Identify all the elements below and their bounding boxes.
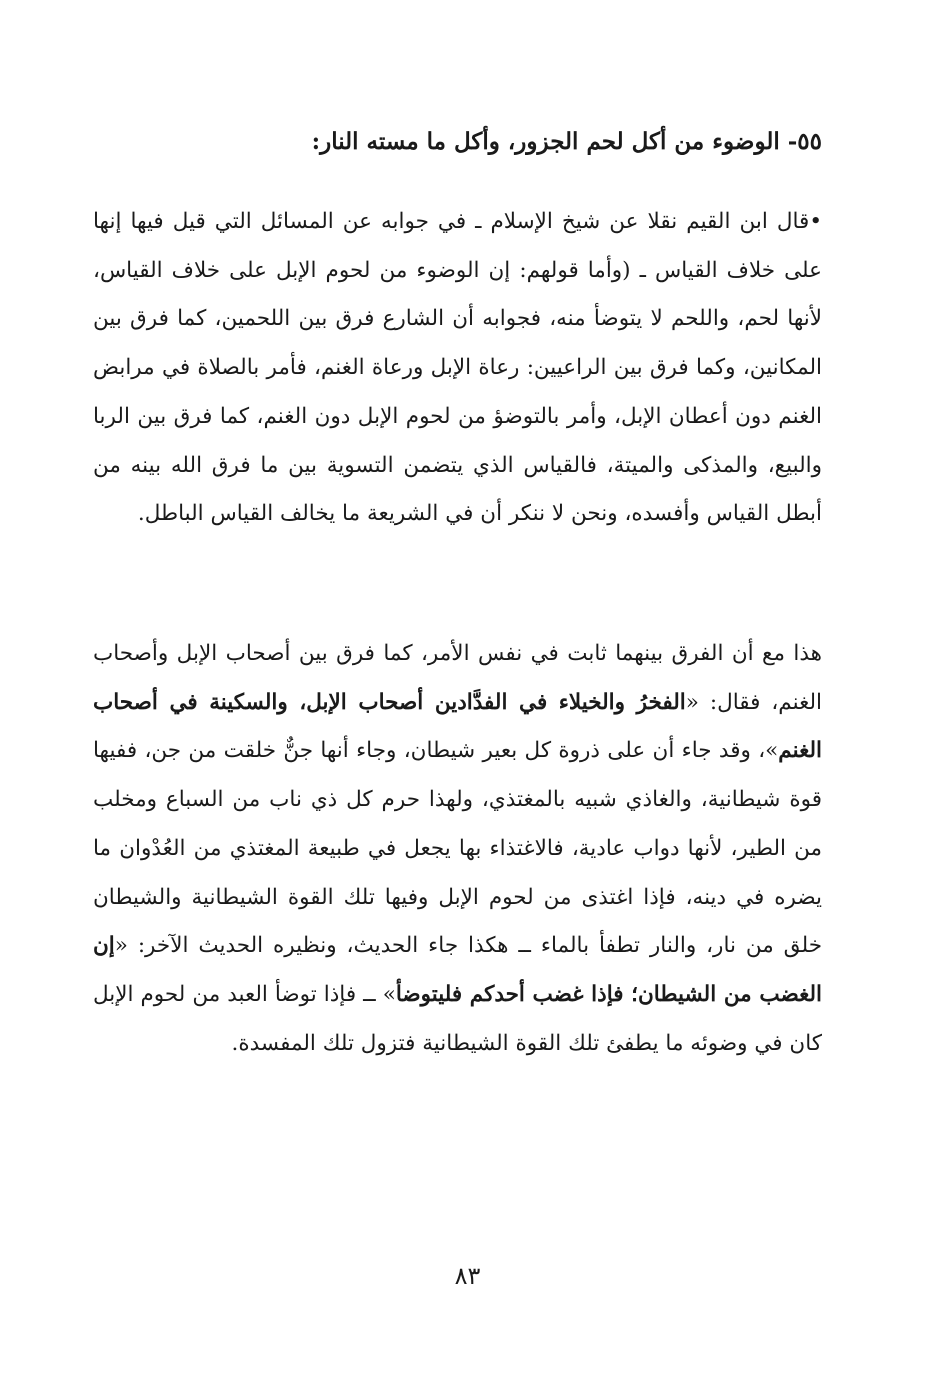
hadith-quote-pride-camels: الفخرُ والخيلاء في الفدَّادين أصحاب الإبل، والسكينة في أصحاب الغنم xyxy=(93,689,822,764)
bullet-icon: • xyxy=(809,209,822,234)
paragraph-difference-explanation xyxy=(93,630,822,1068)
page-number: ٨٣ xyxy=(454,1262,481,1290)
section-heading: ٥٥- الوضوء من أكل لحم الجزور، وأكل ما مسته النار: xyxy=(311,128,822,155)
paragraph-2-part-3: » ــ فإذا توضأ العبد من لحوم الإبل كان في وضوئه ما يطفئ تلك القوة الشيطانية فتزول تلك المفسدة. xyxy=(93,981,822,1056)
hadith-quote-anger-satan: إن الغضب من الشيطان؛ فإذا غضب أحدكم فليتوضأ xyxy=(93,933,822,1007)
paragraph-ibn-qayyim-quote xyxy=(93,198,822,539)
paragraph-2-part-2: »، وقد جاء أن على ذروة كل بعير شيطان، وجاء أنها جنٌّ خلقت من جن، ففيها قوة شيطانية، والغاذي شبيه بالمغتذي، ولهذا حرم كل ذي ناب من السباع ومخلب من الطير، لأنها دواب عادية، فالاغتذاء بها يجعل في طبيعة المغتذي من العُدْوان ما يضره في دينه، فإذا اغتذى من لحوم الإبل وفيها تلك القوة الشيطانية والشيطان خلق من نار، والنار تطفأ بالماء ــ هكذا جاء الحديث، ونظيره الحديث الآخر: « xyxy=(93,738,822,959)
paragraph-2-part-1: هذا مع أن الفرق بينهما ثابت في نفس الأمر، كما فرق بين أصحاب الإبل وأصحاب الغنم، فقال: « xyxy=(93,641,822,715)
paragraph-1-text: قال ابن القيم نقلا عن شيخ الإسلام ـ في جوابه عن المسائل التي قيل فيها إنها على خلاف القياس ـ (وأما قولهم: إن الوضوء من لحوم الإبل على خلاف القياس، لأنها لحم، واللحم لا يتوضأ منه، فجوابه أن الشارع فرق بين اللحمين، كما فرق بين المكانين، وكما فرق بين الراعيين: رعاة الإبل ورعاة الغنم، فأمر بالصلاة في مرابض الغنم دون أعطان الإبل، وأمر بالتوضؤ من لحوم الإبل دون الغنم، كما فرق بين الربا والبيع، والمذكى والميتة، فالقياس الذي يتضمن التسوية بين ما فرق الله بينه من أبطل القياس وأفسده، ونحن لا ننكر أن في الشريعة ما يخالف القياس الباطل. xyxy=(93,209,822,527)
